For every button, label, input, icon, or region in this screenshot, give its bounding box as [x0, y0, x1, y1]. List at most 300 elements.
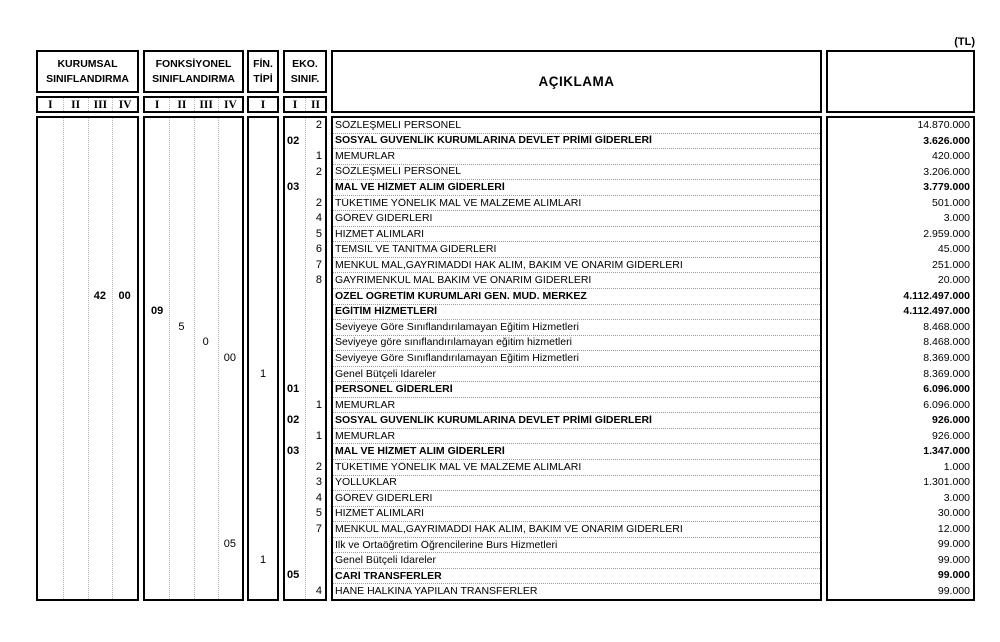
- table-row: [38, 428, 137, 444]
- table-row: [333, 429, 820, 445]
- eko-title-line2: SINIF.: [290, 72, 320, 85]
- description-cell: SOSYAL GÜVENLİK KURUMLARINA DEVLET PRİMİ GİDERLERİ: [335, 135, 652, 147]
- column-numeral: IV: [112, 98, 137, 111]
- table-row: [38, 413, 137, 429]
- table-row: [145, 304, 242, 320]
- table-row: [249, 335, 277, 351]
- table-row: [38, 118, 137, 134]
- description-cell: SÖZLEŞMELİ PERSONEL: [335, 166, 462, 178]
- column-numeral: IV: [218, 98, 242, 111]
- table-row: [145, 320, 242, 336]
- code-cell: 4: [315, 585, 322, 597]
- code-cell: 2: [315, 197, 322, 209]
- table-row: [249, 382, 277, 398]
- table-row: [828, 366, 973, 382]
- table-row: [333, 227, 820, 243]
- table-row: [145, 335, 242, 351]
- table-row: [828, 211, 973, 227]
- description-cell: Seviyeye Göre Sınıflandırılamayan Eğitim Hizmetleri: [335, 321, 579, 333]
- code-cell: 8: [315, 275, 322, 287]
- eko-rows: [285, 118, 325, 599]
- table-row: [333, 242, 820, 258]
- code-cell: 5: [315, 508, 322, 520]
- fonksiyonel-codes-column: [143, 116, 244, 601]
- table-row: [38, 227, 137, 243]
- amount-cell: 3.626.000: [923, 135, 970, 147]
- table-row: [145, 459, 242, 475]
- column-numeral: I: [260, 98, 266, 111]
- table-row: [828, 180, 973, 196]
- description-cell: MENKUL MAL,GAYRİMADDİ HAK ALIM, BAKIM VE ONARIM GİDERLERİ: [335, 259, 683, 271]
- table-row: [38, 568, 137, 584]
- table-row: [828, 227, 973, 243]
- table-row: [38, 382, 137, 398]
- table-row: [249, 366, 277, 382]
- table-row: [285, 444, 325, 460]
- fonksiyonel-numerals-row: [143, 96, 244, 113]
- table-row: [38, 180, 137, 196]
- table-row: [249, 165, 277, 181]
- eko-title-line1: EKO.: [292, 57, 318, 70]
- description-cell: SÖZLEŞMELİ PERSONEL: [335, 119, 462, 131]
- table-row: [333, 553, 820, 569]
- code-cell: 7: [315, 259, 322, 271]
- table-row: [828, 289, 973, 305]
- code-cell: 5: [315, 228, 322, 240]
- table-row: [38, 258, 137, 274]
- table-row: [249, 490, 277, 506]
- table-row: [38, 211, 137, 227]
- table-row: [249, 568, 277, 584]
- table-row: [828, 583, 973, 599]
- description-cell: HİZMET ALIMLARI: [335, 508, 425, 520]
- code-cell: 1: [315, 399, 322, 411]
- table-row: [38, 351, 137, 367]
- table-row: [285, 320, 325, 336]
- table-row: [249, 149, 277, 165]
- code-cell: 0: [202, 337, 209, 349]
- table-row: [38, 134, 137, 150]
- table-row: [38, 320, 137, 336]
- table-row: [38, 196, 137, 212]
- table-row: [249, 583, 277, 599]
- table-row: [333, 180, 820, 196]
- table-row: [285, 149, 325, 165]
- table-row: [828, 149, 973, 165]
- table-row: [828, 134, 973, 150]
- code-cell: 4: [315, 492, 322, 504]
- table-row: [285, 134, 325, 150]
- column-numeral: III: [88, 98, 113, 111]
- table-row: [145, 382, 242, 398]
- table-row: [38, 366, 137, 382]
- table-row: [828, 351, 973, 367]
- table-row: [249, 428, 277, 444]
- code-cell: 7: [315, 523, 322, 535]
- table-row: [145, 118, 242, 134]
- description-cell: MEMURLAR: [335, 150, 396, 162]
- table-row: [249, 506, 277, 522]
- table-row: [249, 289, 277, 305]
- table-row: [285, 521, 325, 537]
- amount-cell: 2.959.000: [923, 228, 970, 240]
- description-cell: MEMURLAR: [335, 430, 396, 442]
- table-row: [285, 506, 325, 522]
- description-cell: PERSONEL GİDERLERİ: [335, 384, 453, 396]
- kurumsal-numerals-row: [36, 96, 139, 113]
- code-cell: 6: [315, 244, 322, 256]
- description-cell: İlk ve Ortaöğretim Öğrencilerine Burs Hizmetleri: [335, 539, 558, 551]
- amount-cell: 501.000: [932, 197, 970, 209]
- table-row: [38, 273, 137, 289]
- table-row: [333, 196, 820, 212]
- table-row: [285, 335, 325, 351]
- table-row: [285, 475, 325, 491]
- table-row: [333, 476, 820, 492]
- table-row: [249, 444, 277, 460]
- table-row: [333, 211, 820, 227]
- table-row: [285, 118, 325, 134]
- table-row: [38, 537, 137, 553]
- code-cell: 4: [315, 213, 322, 225]
- table-row: [38, 552, 137, 568]
- table-row: [285, 537, 325, 553]
- amount-cell: 4.112.497.000: [903, 290, 970, 302]
- table-row: [828, 552, 973, 568]
- table-row: [285, 242, 325, 258]
- table-row: [333, 273, 820, 289]
- table-row: [145, 475, 242, 491]
- aciklama-rows: [333, 118, 820, 599]
- description-cell: MENKUL MAL,GAYRİMADDİ HAK ALIM, BAKIM VE ONARIM GİDERLERİ: [335, 523, 683, 535]
- table-row: [38, 490, 137, 506]
- table-row: [333, 413, 820, 429]
- table-row: [828, 118, 973, 134]
- description-cell: Seviyeye göre sınıflandırılamayan eğitim hizmetleri: [335, 337, 572, 349]
- table-row: [249, 211, 277, 227]
- table-row: [145, 351, 242, 367]
- table-row: [333, 382, 820, 398]
- table-row: [38, 242, 137, 258]
- amount-cell: 926.000: [932, 415, 970, 427]
- table-row: [828, 490, 973, 506]
- amount-cell: 3.206.000: [923, 166, 970, 178]
- table-row: [285, 196, 325, 212]
- table-row: [249, 227, 277, 243]
- table-row: [828, 444, 973, 460]
- table-row: [333, 444, 820, 460]
- column-numeral: I: [292, 98, 298, 111]
- description-cell: YOLLUKLAR: [335, 477, 397, 489]
- table-row: [828, 537, 973, 553]
- code-cell: 05: [287, 570, 300, 582]
- table-row: [285, 273, 325, 289]
- table-row: [828, 242, 973, 258]
- eko-title-text: [285, 52, 325, 91]
- description-cell: ÖZEL ÖĞRETİM KURUMLARI GEN. MÜD. MERKEZ: [335, 290, 587, 302]
- table-row: [333, 258, 820, 274]
- table-row: [333, 320, 820, 336]
- table-row: [285, 490, 325, 506]
- table-row: [285, 211, 325, 227]
- code-cell: 03: [287, 446, 300, 458]
- kurumsal-title-line1: KURUMSAL: [57, 57, 118, 70]
- table-row: [145, 134, 242, 150]
- fin-title-text: [249, 52, 277, 91]
- amount-cell: 420.000: [932, 151, 970, 163]
- table-row: [333, 165, 820, 181]
- code-cell: 00: [118, 290, 131, 302]
- amount-cell: 8.369.000: [923, 352, 970, 364]
- amount-cell: 3.000: [943, 492, 970, 504]
- table-row: [828, 304, 973, 320]
- table-row: [333, 398, 820, 414]
- amount-cell: 20.000: [937, 275, 970, 287]
- code-cell: 3: [315, 477, 322, 489]
- kurumsal-rows: [38, 118, 137, 599]
- table-row: [333, 351, 820, 367]
- amount-cell: 99.000: [937, 570, 970, 582]
- fin-numerals-row: [247, 96, 279, 113]
- table-row: [38, 289, 137, 305]
- fin-title-line2: TİPİ: [253, 72, 273, 85]
- code-cell: 05: [223, 539, 236, 551]
- code-cell: 5: [178, 321, 185, 333]
- table-row: [249, 475, 277, 491]
- eko-numerals-row: [283, 96, 327, 113]
- table-row: [145, 490, 242, 506]
- table-row: [249, 320, 277, 336]
- table-row: [828, 506, 973, 522]
- table-row: [285, 568, 325, 584]
- amount-cell: 1.000: [943, 461, 970, 473]
- table-row: [145, 444, 242, 460]
- table-row: [333, 507, 820, 523]
- table-row: [145, 289, 242, 305]
- table-row: [333, 289, 820, 305]
- table-row: [38, 149, 137, 165]
- kurumsal-title-line2: SINIFLANDIRMA: [46, 72, 129, 85]
- column-numeral: I: [48, 98, 53, 111]
- table-row: [333, 336, 820, 352]
- table-row: [249, 397, 277, 413]
- description-cell: SOSYAL GÜVENLİK KURUMLARINA DEVLET PRİMİ GİDERLERİ: [335, 415, 652, 427]
- kurumsal-title-text: [38, 52, 137, 91]
- table-row: [333, 149, 820, 165]
- description-cell: HANE HALKINA YAPILAN TRANSFERLER: [335, 586, 538, 598]
- column-numeral: II: [63, 98, 88, 111]
- code-cell: 02: [287, 415, 300, 427]
- table-row: [828, 475, 973, 491]
- table-row: [249, 258, 277, 274]
- table-row: [249, 537, 277, 553]
- amount-cell: 3.000: [943, 213, 970, 225]
- table-row: [145, 258, 242, 274]
- kurumsal-codes-column: [36, 116, 139, 601]
- table-row: [828, 335, 973, 351]
- column-numeral: II: [169, 98, 193, 111]
- table-row: [145, 242, 242, 258]
- table-row: [38, 444, 137, 460]
- description-cell: TÜKETİME YÖNELİK MAL VE MALZEME ALIMLARI: [335, 197, 582, 209]
- table-row: [285, 366, 325, 382]
- table-row: [828, 165, 973, 181]
- description-cell: GÖREV GİDERLERİ: [335, 213, 433, 225]
- table-row: [285, 351, 325, 367]
- code-cell: 09: [151, 306, 164, 318]
- table-row: [145, 227, 242, 243]
- table-row: [38, 335, 137, 351]
- description-cell: MEMURLAR: [335, 399, 396, 411]
- amount-cell: 12.000: [937, 523, 970, 535]
- table-row: [828, 273, 973, 289]
- amount-cell: 251.000: [932, 259, 970, 271]
- table-row: [285, 428, 325, 444]
- table-row: [249, 351, 277, 367]
- amount-cell: 14.870.000: [917, 120, 970, 132]
- table-row: [828, 521, 973, 537]
- code-cell: 42: [93, 290, 106, 302]
- fonksiyonel-rows: [145, 118, 242, 599]
- table-row: [285, 413, 325, 429]
- description-cell: GÖREV GİDERLERİ: [335, 492, 433, 504]
- table-row: [828, 397, 973, 413]
- table-row: [333, 118, 820, 134]
- table-row: [38, 304, 137, 320]
- table-row: [285, 227, 325, 243]
- code-cell: 02: [287, 135, 300, 147]
- eko-sinif-column: [283, 116, 327, 601]
- table-row: [249, 459, 277, 475]
- table-row: [828, 196, 973, 212]
- currency-unit-label: (TL): [954, 36, 975, 48]
- description-cell: CARİ TRANSFERLER: [335, 570, 442, 582]
- table-row: [145, 413, 242, 429]
- header-fonksiyonel-title: [143, 50, 244, 93]
- table-row: [828, 459, 973, 475]
- table-row: [333, 584, 820, 599]
- fonksiyonel-title-line1: FONKSİYONEL: [155, 57, 232, 70]
- code-cell: 2: [315, 461, 322, 473]
- header-eko-title: [283, 50, 327, 93]
- table-row: [145, 196, 242, 212]
- amount-cell: 926.000: [932, 430, 970, 442]
- amount-cell: 30.000: [937, 508, 970, 520]
- table-row: [285, 583, 325, 599]
- code-cell: 2: [315, 166, 322, 178]
- description-cell: TEMSİL VE TANITMA GİDERLERİ: [335, 244, 497, 256]
- amount-cell: 1.301.000: [923, 477, 970, 489]
- table-row: [145, 165, 242, 181]
- table-row: [828, 382, 973, 398]
- amount-cell: 8.369.000: [923, 368, 970, 380]
- table-row: [145, 149, 242, 165]
- amount-cell: 45.000: [937, 244, 970, 256]
- description-cell: Seviyeye Göre Sınıflandırılamayan Eğitim Hizmetleri: [335, 352, 579, 364]
- amount-cell: 8.468.000: [923, 337, 970, 349]
- column-numeral: II: [305, 98, 325, 111]
- header-kurumsal-title: [36, 50, 139, 93]
- table-row: [249, 521, 277, 537]
- table-row: [249, 273, 277, 289]
- description-cell: GAYRİMENKUL MAL BAKIM VE ONARIM GİDERLERİ: [335, 275, 592, 287]
- table-row: [249, 134, 277, 150]
- amount-cell: 1.347.000: [923, 446, 970, 458]
- table-row: [285, 165, 325, 181]
- header-fin-title: [247, 50, 279, 93]
- table-row: [285, 304, 325, 320]
- table-row: [145, 506, 242, 522]
- table-row: [145, 568, 242, 584]
- table-row: [285, 258, 325, 274]
- amount-cell: 6.096.000: [923, 384, 970, 396]
- code-cell: 2: [315, 120, 322, 132]
- code-cell: 00: [223, 352, 236, 364]
- code-cell: 1: [259, 368, 267, 380]
- code-cell: 1: [315, 151, 322, 163]
- description-cell: MAL VE HİZMET ALIM GİDERLERİ: [335, 446, 505, 458]
- table-row: [285, 180, 325, 196]
- amount-cell: 99.000: [937, 585, 970, 597]
- amount-cell: 4.112.497.000: [903, 306, 970, 318]
- amount-cell: 99.000: [937, 554, 970, 566]
- table-row: [249, 196, 277, 212]
- table-row: [828, 568, 973, 584]
- table-row: [828, 320, 973, 336]
- amount-cell: 3.779.000: [923, 182, 970, 194]
- header-aciklama: [331, 50, 822, 113]
- amount-column: [826, 116, 975, 601]
- code-cell: 1: [259, 554, 267, 566]
- table-row: [38, 459, 137, 475]
- table-row: [333, 134, 820, 150]
- table-row: [333, 522, 820, 538]
- table-row: [38, 583, 137, 599]
- header-amount-empty: [826, 50, 975, 113]
- table-row: [333, 569, 820, 585]
- fin-tipi-column: [247, 116, 279, 601]
- table-row: [828, 258, 973, 274]
- table-row: [249, 304, 277, 320]
- table-row: [249, 413, 277, 429]
- table-row: [828, 413, 973, 429]
- column-numeral: I: [154, 98, 160, 111]
- table-row: [333, 460, 820, 476]
- amount-cell: 8.468.000: [923, 321, 970, 333]
- table-row: [285, 382, 325, 398]
- table-row: [828, 428, 973, 444]
- table-row: [38, 521, 137, 537]
- code-cell: 03: [287, 182, 300, 194]
- table-row: [333, 305, 820, 321]
- amount-cell: 99.000: [937, 539, 970, 551]
- table-row: [38, 475, 137, 491]
- fonksiyonel-title-text: [145, 52, 242, 91]
- table-row: [145, 211, 242, 227]
- table-row: [285, 397, 325, 413]
- amount-cell: 6.096.000: [923, 399, 970, 411]
- table-row: [285, 289, 325, 305]
- table-row: [249, 180, 277, 196]
- description-cell: Genel Bütçeli İdareler: [335, 555, 436, 567]
- table-row: [145, 552, 242, 568]
- fin-title-line1: FİN.: [253, 57, 273, 70]
- table-row: [145, 537, 242, 553]
- table-row: [145, 366, 242, 382]
- description-cell: TÜKETİME YÖNELİK MAL VE MALZEME ALIMLARI: [335, 461, 582, 473]
- description-cell: Genel Bütçeli İdareler: [335, 368, 436, 380]
- table-row: [145, 180, 242, 196]
